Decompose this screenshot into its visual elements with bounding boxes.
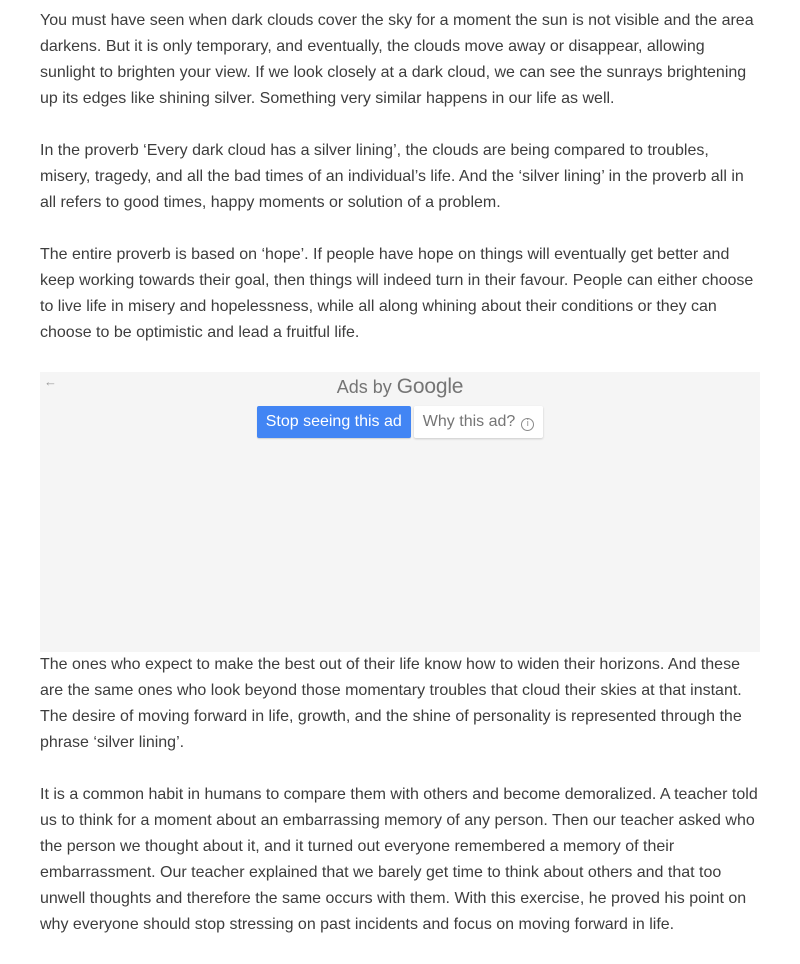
back-arrow-icon[interactable]: ← (44, 374, 57, 389)
ad-container (40, 372, 760, 652)
why-this-ad-button[interactable] (414, 406, 543, 438)
google-wordmark: Google (396, 375, 464, 398)
info-icon: i (521, 418, 534, 431)
article-paragraph-1: You must have seen when dark clouds cover the sky for a moment the sun is not visible and the area darkens. But it is only temporary, and eventually, the clouds move away or disappear, allowing sunlight to brighten your view. If we look closely at a dark cloud, we can see the sunrays brightening up its edges like shining silver. Something very similar happens in our life as well. (40, 12, 754, 107)
article-continued (40, 652, 760, 938)
article-paragraph-2: In the proverb ‘Every dark cloud has a silver lining’, the clouds are being compared to troubles, misery, tragedy, and all the bad times of an individual’s life. And the ‘silver lining’ in the proverb all in all refers to good times, happy moments or solution of a problem. (40, 142, 744, 211)
ad-feedback-buttons (40, 406, 760, 438)
article-paragraph-4: The ones who expect to make the best out of their life know how to widen their horizons. And these are the same ones who look beyond those momentary troubles that cloud their skies at that instant. The desire of moving forward in life, growth, and the shine of personality is represented through the phrase ‘silver lining’. (40, 656, 742, 751)
why-this-ad-label: Why this ad? (422, 413, 516, 430)
article-body (40, 8, 760, 964)
ad-attribution (40, 375, 760, 399)
ads-by-label: Ads by (336, 377, 392, 397)
article-paragraph-5: It is a common habit in humans to compare them with others and become demoralized. A teacher told us to think for a moment about an embarrassing memory of any person. Then our teacher asked who the person we thought about it, and it turned out everyone remembered a memory of their embarrassment. Our teacher explained that we barely get time to think about others and that too unwell thoughts and therefore the same occurs with them. With this exercise, he proved his point on why everyone should stop stressing on past incidents and focus on moving forward in life. (40, 786, 758, 933)
stop-seeing-ad-button[interactable]: Stop seeing this ad (257, 406, 411, 438)
article-paragraph-3: The entire proverb is based on ‘hope’. If people have hope on things will eventually get better and keep working towards their goal, then things will indeed turn in their favour. People can either choose to live life in misery and hopelessness, while all along whining about their conditions or they can choose to be optimistic and lead a fruitful life. (40, 246, 754, 341)
